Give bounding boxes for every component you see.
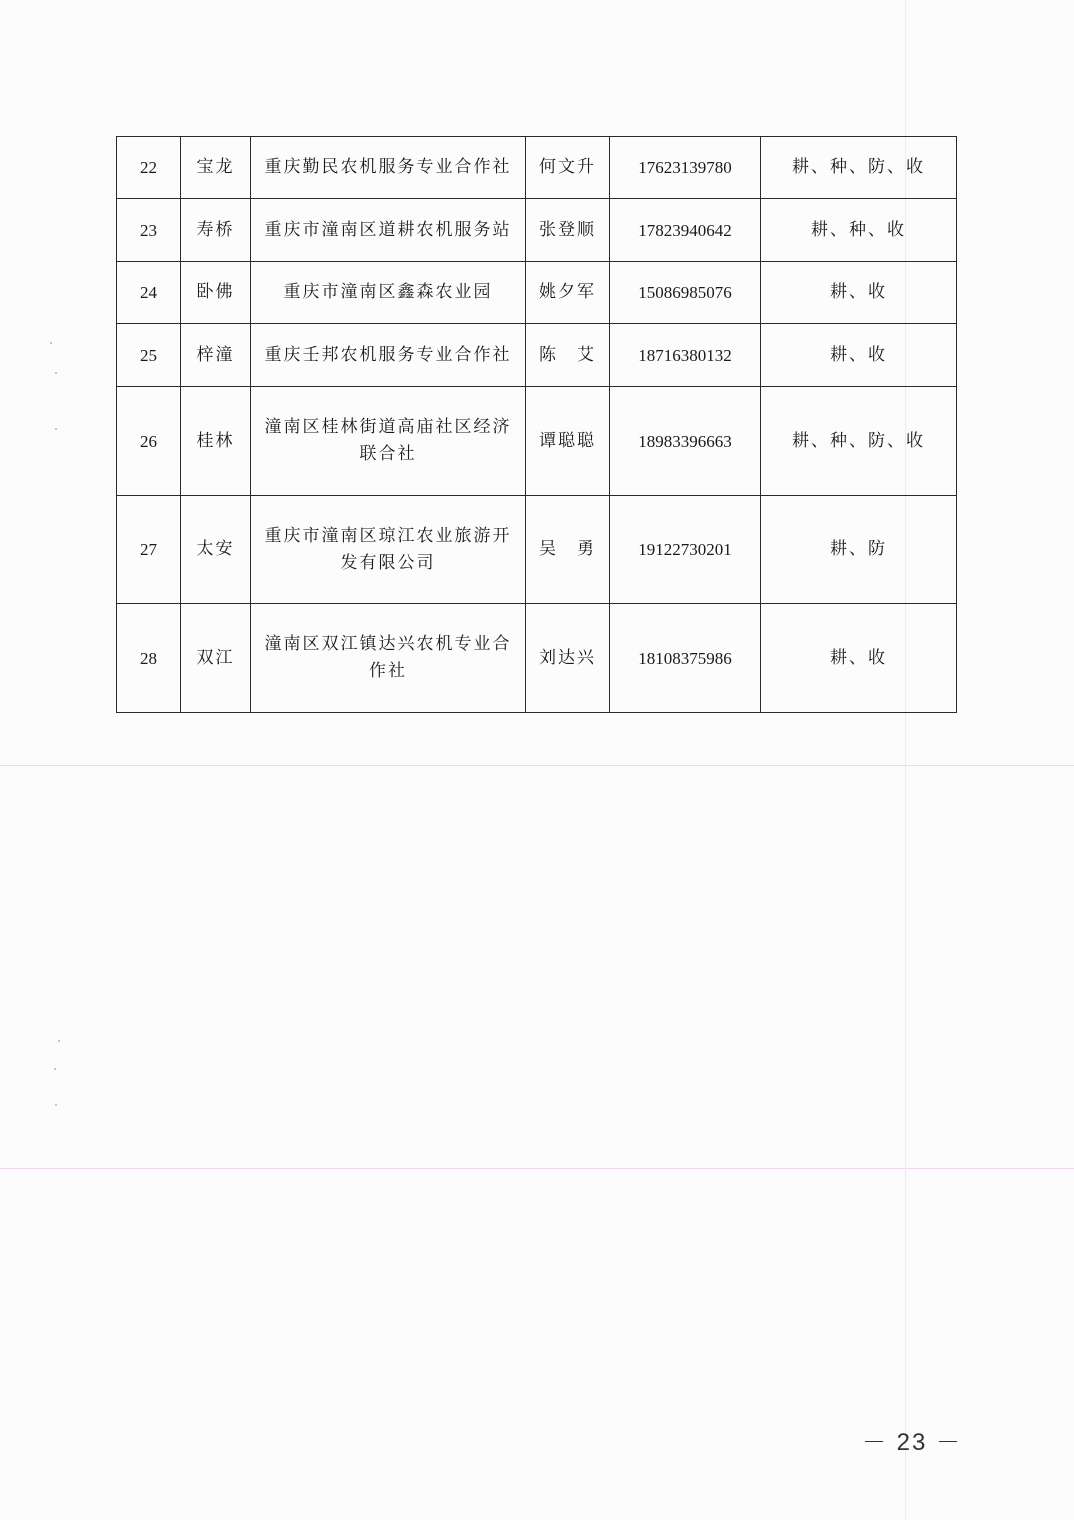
phone-number: 19122730201 [610,496,761,604]
row-number: 27 [117,496,181,604]
service-scope: 耕、收 [761,604,957,713]
page-number: － 23 － [862,1429,963,1456]
service-scope: 耕、防 [761,496,957,604]
scan-artifact-line [0,1168,1074,1169]
phone-number: 18716380132 [610,324,761,387]
phone-number: 17623139780 [610,137,761,199]
row-number: 22 [117,137,181,199]
contact-person: 吴 勇 [526,496,610,604]
table-row [117,496,957,604]
table-row [117,604,957,713]
scan-artifact-line [0,765,1074,766]
table-row [117,387,957,496]
phone-number: 15086985076 [610,262,761,324]
phone-number: 18983396663 [610,387,761,496]
contact-person: 何文升 [526,137,610,199]
row-number: 24 [117,262,181,324]
organization-name: 重庆壬邦农机服务专业合作社 [251,324,526,387]
contact-person: 张登顺 [526,199,610,262]
town-name: 桂林 [181,387,251,496]
scan-dot [55,428,57,430]
service-scope: 耕、种、防、收 [761,387,957,496]
scan-dot [55,1104,57,1106]
organization-name: 潼南区桂林街道高庙社区经济联合社 [251,387,526,496]
town-name: 宝龙 [181,137,251,199]
town-name: 卧佛 [181,262,251,324]
contact-person: 刘达兴 [526,604,610,713]
row-number: 23 [117,199,181,262]
phone-number: 18108375986 [610,604,761,713]
service-scope: 耕、收 [761,324,957,387]
scan-dot [55,372,57,374]
contact-person: 陈 艾 [526,324,610,387]
row-number: 28 [117,604,181,713]
organization-name: 重庆市潼南区道耕农机服务站 [251,199,526,262]
service-scope: 耕、种、收 [761,199,957,262]
scan-dot [54,1068,56,1070]
scan-dot [50,342,52,344]
town-name: 太安 [181,496,251,604]
organization-name: 重庆勤民农机服务专业合作社 [251,137,526,199]
town-name: 梓潼 [181,324,251,387]
table-row [117,262,957,324]
table-row [117,199,957,262]
organization-name: 潼南区双江镇达兴农机专业合作社 [251,604,526,713]
table-row [117,324,957,387]
organization-name: 重庆市潼南区琼江农业旅游开发有限公司 [251,496,526,604]
organization-name: 重庆市潼南区鑫森农业园 [251,262,526,324]
row-number: 26 [117,387,181,496]
scan-dot [58,1040,60,1042]
service-scope: 耕、种、防、收 [761,137,957,199]
phone-number: 17823940642 [610,199,761,262]
table-row [117,137,957,199]
contact-person: 姚夕军 [526,262,610,324]
row-number: 25 [117,324,181,387]
contact-person: 谭聪聪 [526,387,610,496]
service-scope: 耕、收 [761,262,957,324]
town-name: 寿桥 [181,199,251,262]
service-org-table [116,136,957,713]
town-name: 双江 [181,604,251,713]
